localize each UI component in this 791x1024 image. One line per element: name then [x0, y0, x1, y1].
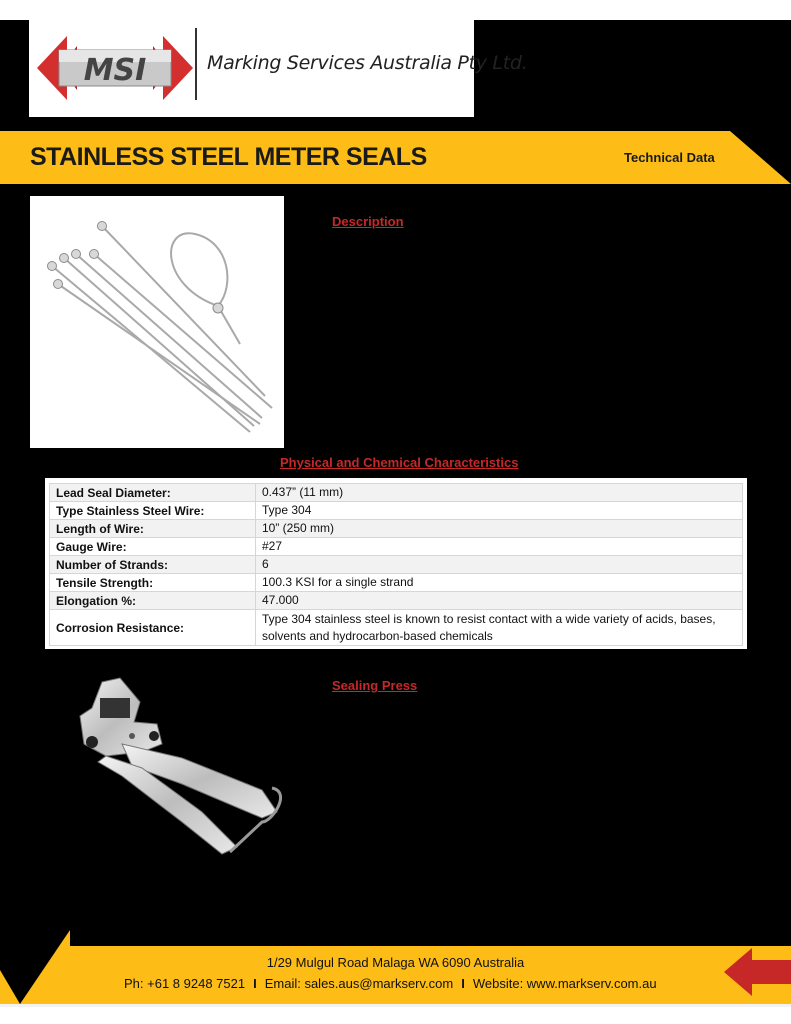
table-row: [50, 502, 743, 520]
spec-value: 6: [256, 556, 743, 574]
page-subtitle: Technical Data: [624, 150, 715, 165]
footer-phone: Ph: +61 8 9248 7521: [124, 976, 246, 991]
physical-characteristics-heading: Physical and Chemical Characteristics: [280, 455, 519, 470]
spec-value: Type 304 stainless steel is known to resist contact with a wide variety of acids, bases, solvents and hydrocarbon-based chemicals: [256, 610, 743, 646]
table-row: [50, 538, 743, 556]
msi-logo-text: MSI: [83, 53, 147, 88]
page-bottom-margin: [0, 1007, 791, 1024]
spec-table-container: [45, 478, 747, 649]
spec-label: Corrosion Resistance:: [50, 610, 256, 646]
sealing-press-photo: [62, 672, 287, 867]
table-row: [50, 484, 743, 502]
spec-table: [49, 483, 743, 646]
spec-label: Length of Wire:: [50, 520, 256, 538]
spec-label: Type Stainless Steel Wire:: [50, 502, 256, 520]
company-logo-header: [29, 20, 528, 117]
footer-contact-line: [124, 976, 657, 991]
msi-logo: [37, 28, 193, 108]
spec-label: Number of Strands:: [50, 556, 256, 574]
footer-separator: I: [461, 976, 465, 991]
table-row: [50, 556, 743, 574]
spec-value: 0.437” (11 mm): [256, 484, 743, 502]
company-name: Marking Services Australia Pty Ltd.: [207, 52, 528, 74]
footer-email: Email: sales.aus@markserv.com: [264, 976, 454, 991]
page-title: STAINLESS STEEL METER SEALS: [30, 143, 427, 171]
spec-value: 100.3 KSI for a single strand: [256, 574, 743, 592]
spec-label: Tensile Strength:: [50, 574, 256, 592]
table-row: [50, 520, 743, 538]
spec-label: Lead Seal Diameter:: [50, 484, 256, 502]
spec-value: #27: [256, 538, 743, 556]
description-heading: Description: [332, 214, 404, 229]
sealing-press-heading: Sealing Press: [332, 678, 418, 693]
table-row: [50, 610, 743, 646]
footer-separator: I: [253, 976, 257, 991]
page-top-margin: [0, 0, 791, 20]
spec-value: 47.000: [256, 592, 743, 610]
spec-value: 10” (250 mm): [256, 520, 743, 538]
spec-label: Elongation %:: [50, 592, 256, 610]
spec-label: Gauge Wire:: [50, 538, 256, 556]
footer-address: 1/29 Mulgul Road Malaga WA 6090 Australia: [266, 955, 525, 970]
table-row: [50, 574, 743, 592]
meter-seals-photo: [30, 196, 284, 448]
table-row: [50, 592, 743, 610]
logo-divider: [195, 28, 197, 100]
footer-website: Website: www.markserv.com.au: [472, 976, 657, 991]
spec-value: Type 304: [256, 502, 743, 520]
